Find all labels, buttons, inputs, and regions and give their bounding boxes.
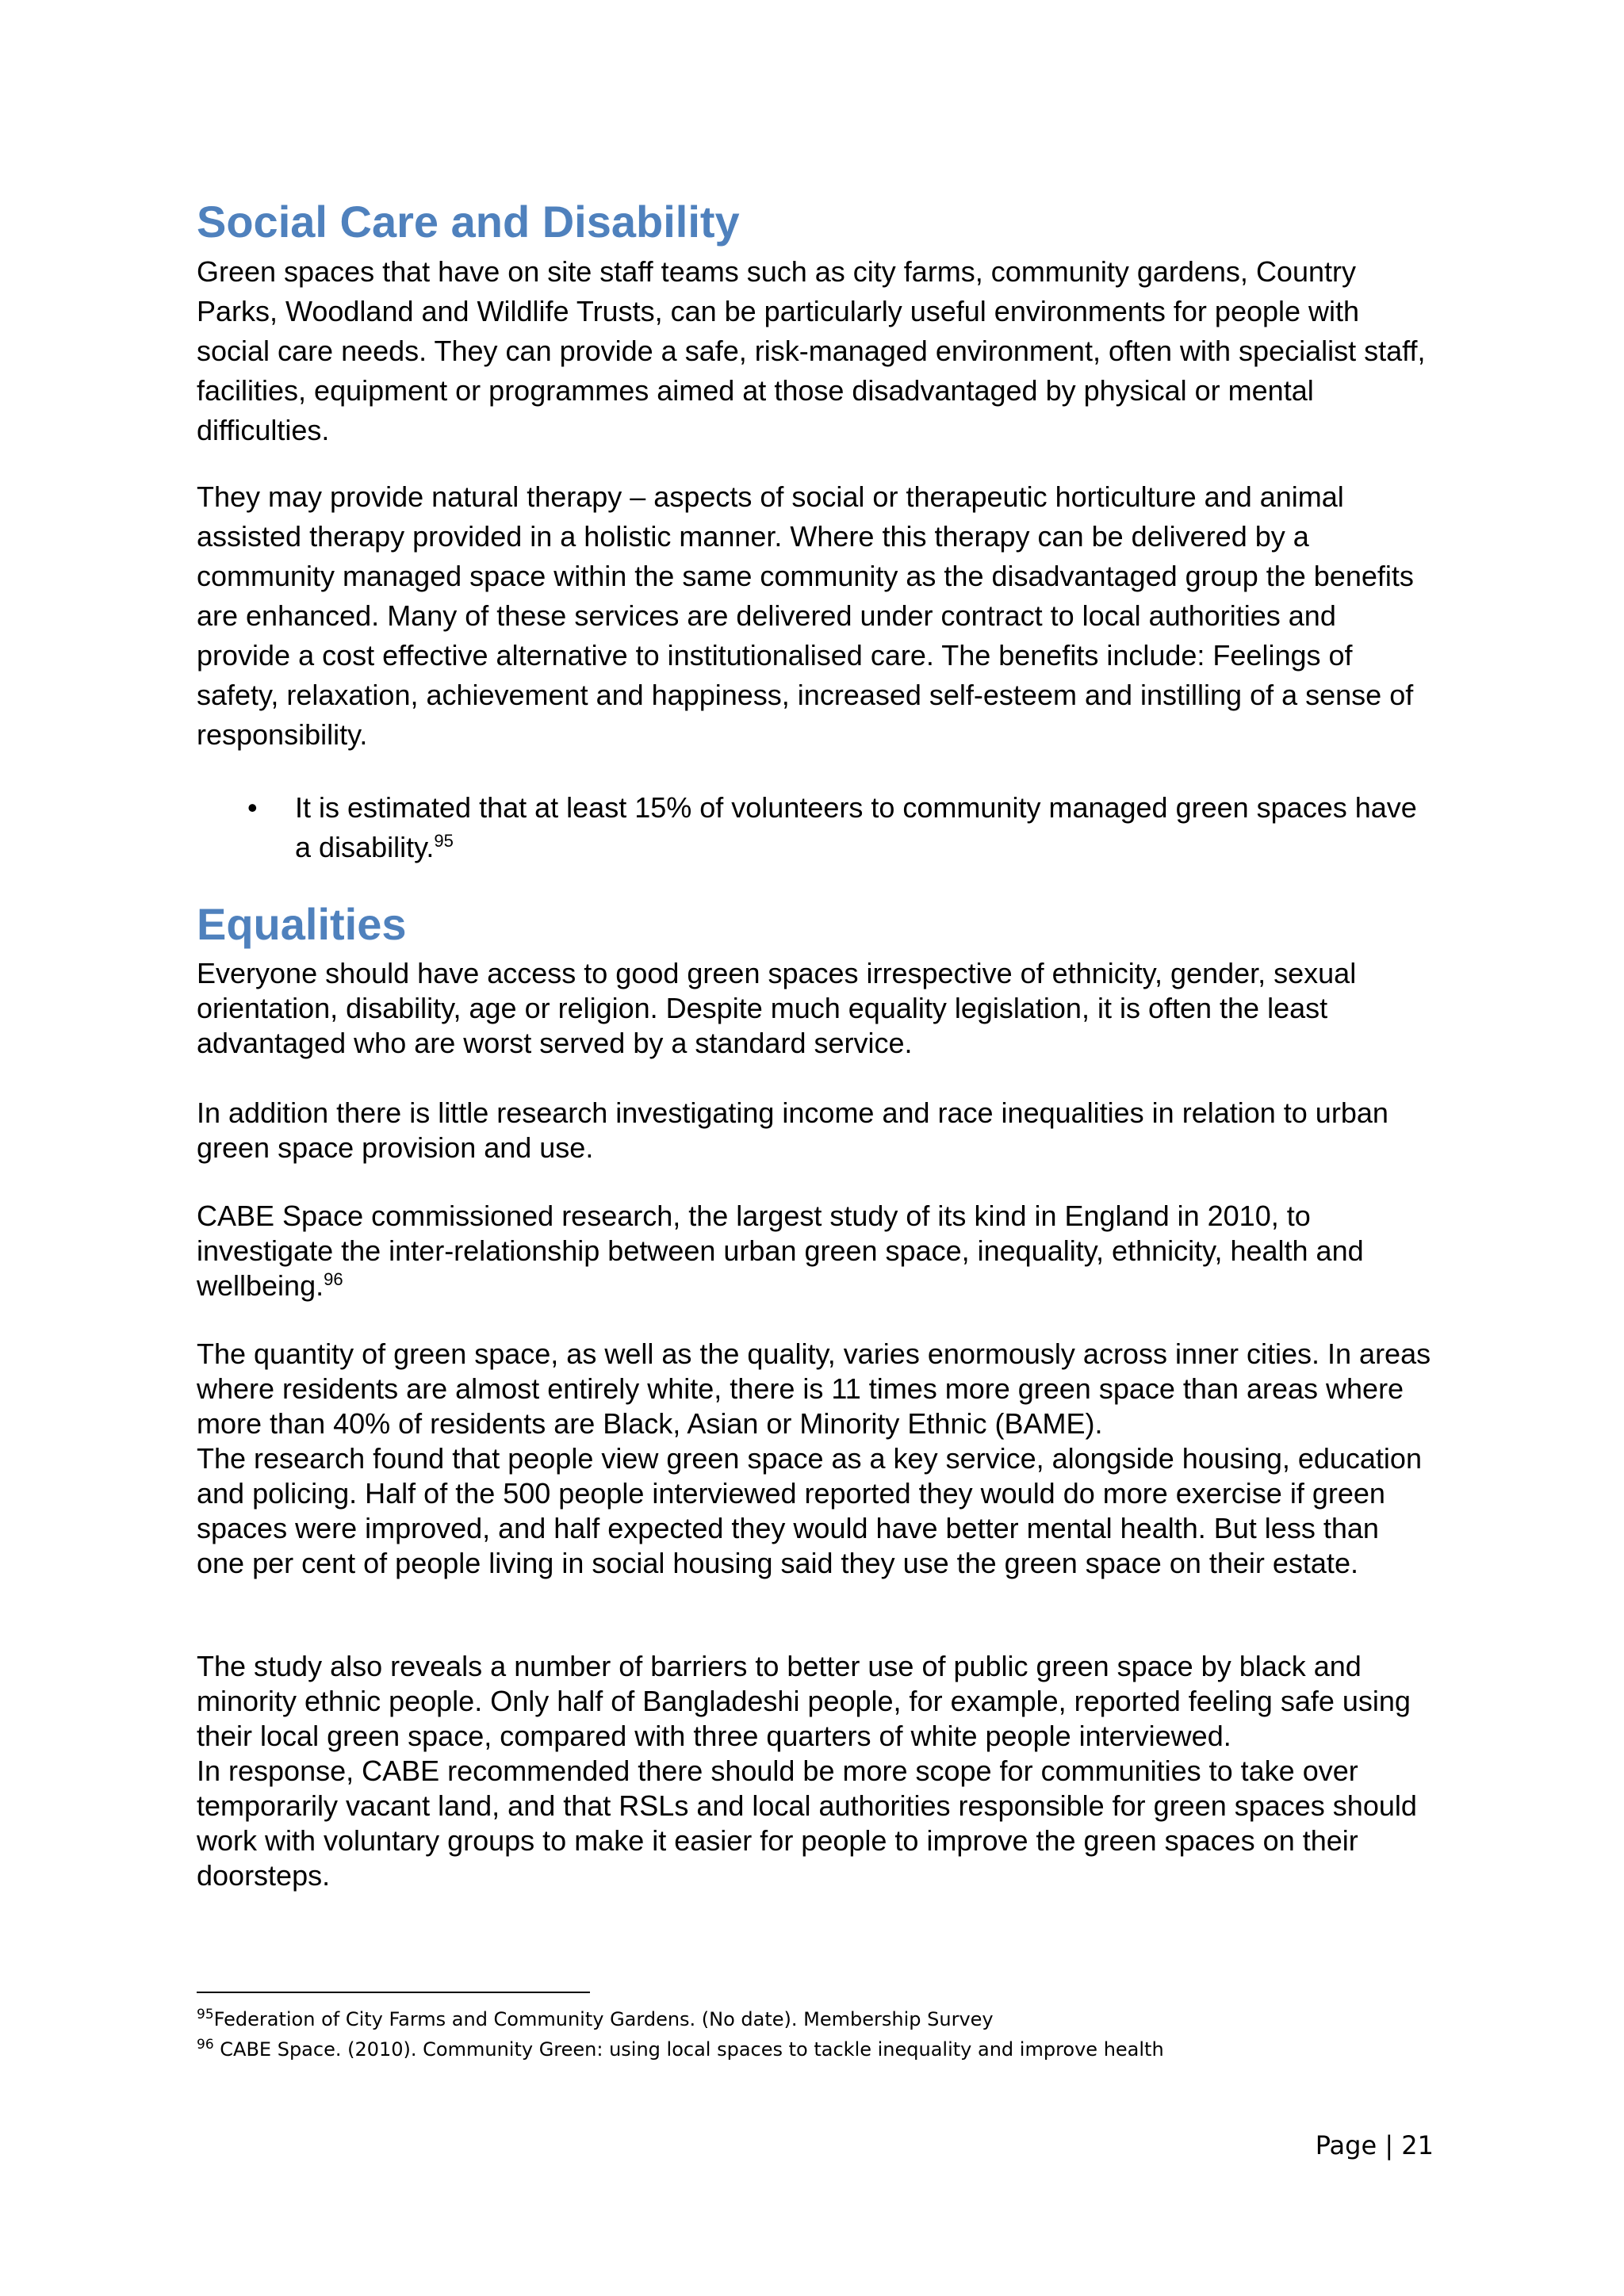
footnote-divider	[197, 1992, 590, 1993]
footnote-ref-95: 95	[434, 831, 454, 851]
paragraph-cabe-research	[197, 1199, 1434, 1303]
section-heading-social-care: Social Care and Disability	[197, 197, 740, 247]
paragraph-green-space-quantity-a: The quantity of green space, as well as the quality, varies enormously across inner cities. In areas where residents are almost entirely white, there is 11 times more green space than areas where more than 40% of residents are Black, Asian or Minority Ethnic (BAME).	[197, 1337, 1431, 1440]
paragraph-green-space-quantity-b: The research found that people view green space as a key service, alongside housing, education and policing. Half of the 500 people interviewed reported they would do more exercise if green spaces were improved, and half expected they would have better mental health. But less than one per cent of people living in social housing said they use the green space on their estate.	[197, 1442, 1422, 1579]
paragraph-green-space-quantity	[197, 1337, 1434, 1581]
paragraph-research-gap: In addition there is little research investigating income and race inequalities in relation to urban green space provision and use.	[197, 1096, 1388, 1164]
paragraph-barriers-b: In response, CABE recommended there should be more scope for communities to take over temporarily vacant land, and that RSLs and local authorities responsible for green spaces should work with voluntary groups to make it easier for people to improve the green spaces on their doorsteps.	[197, 1755, 1417, 1892]
section-heading-equalities: Equalities	[197, 899, 407, 949]
page-number: Page | 21	[1315, 2130, 1434, 2160]
footnote-marker: 96	[197, 2037, 214, 2053]
footnotes	[197, 2004, 1434, 2064]
paragraph-barriers-a: The study also reveals a number of barriers to better use of public green space by black and minority ethnic people. Only half of Bangladeshi people, for example, reported feeling safe using their local green space, compared with three quarters of white people interviewed.	[197, 1650, 1411, 1752]
footnote-text: CABE Space. (2010). Community Green: using local spaces to tackle inequality and improve health	[213, 2038, 1164, 2061]
footnote-ref-96: 96	[324, 1269, 343, 1289]
paragraph-social-care-intro: Green spaces that have on site staff teams such as city farms, community gardens, Country Parks, Woodland and Wildlife Trusts, can be particularly useful environments for people with social care needs. They can provide a safe, risk-managed environment, often with specialist staff, facilities, equipment or programmes aimed at those disadvantaged by physical or mental difficulties.	[197, 255, 1426, 446]
bullet-text: It is estimated that at least 15% of volunteers to community managed green spaces have a disability.	[295, 791, 1417, 863]
bullet-icon: •	[247, 791, 258, 824]
footnote-text: Federation of City Farms and Community Gardens. (No date). Membership Survey	[213, 2008, 994, 2030]
list-item	[197, 788, 1434, 867]
footnote-96	[197, 2034, 1434, 2064]
paragraph-equal-access: Everyone should have access to good green spaces irrespective of ethnicity, gender, sexual orientation, disability, age or religion. Despite much equality legislation, it is often the least advantaged who are worst served by a standard service.	[197, 957, 1357, 1059]
bullet-list	[197, 788, 1434, 867]
paragraph-cabe-research-text: CABE Space commissioned research, the largest study of its kind in England in 2010, to investigate the inter-relationship between urban green space, inequality, ethnicity, health and wellbeing.	[197, 1200, 1364, 1302]
footnote-marker: 95	[197, 2007, 214, 2022]
paragraph-barriers	[197, 1649, 1434, 1893]
footnote-95	[197, 2004, 1434, 2034]
paragraph-natural-therapy: They may provide natural therapy – aspects of social or therapeutic horticulture and animal assisted therapy provided in a holistic manner. Where this therapy can be delivered by a community managed space within the same community as the disadvantaged group the benefits are enhanced. Many of these services are delivered under contract to local authorities and provide a cost effective alternative to institutionalised care. The benefits include: Feelings of safety, relaxation, achievement and happiness, increased self-esteem and instilling of a sense of responsibility.	[197, 480, 1414, 751]
